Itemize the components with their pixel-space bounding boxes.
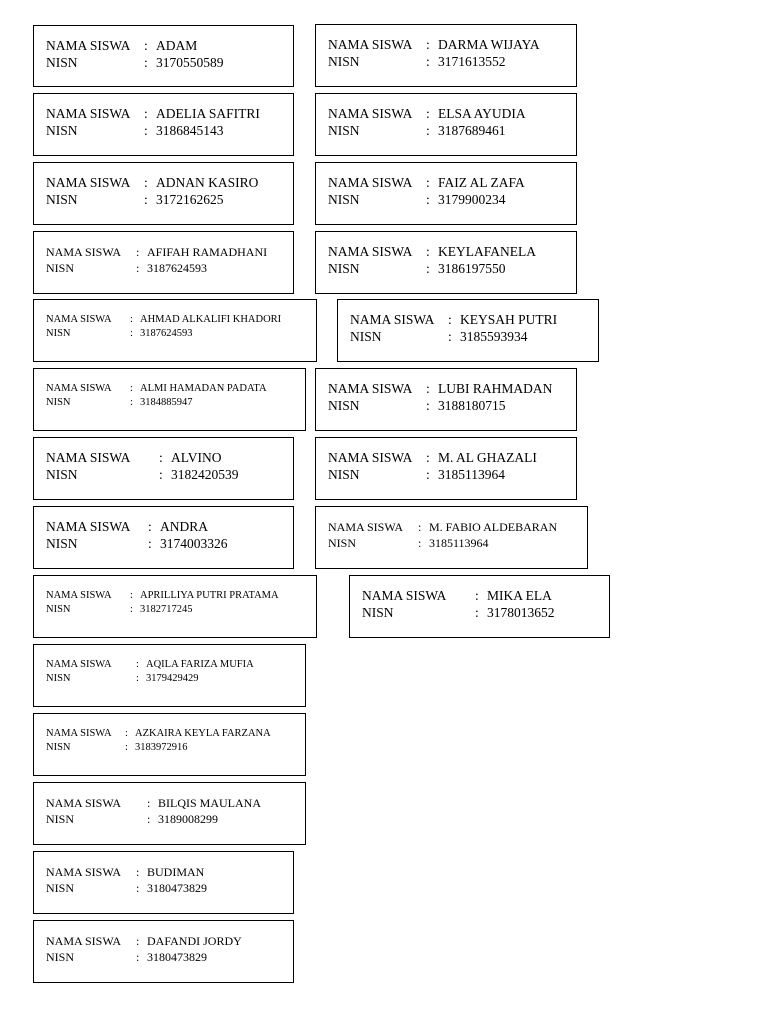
nisn-value: 3185593934 bbox=[460, 329, 528, 344]
student-card bbox=[315, 506, 588, 569]
separator-colon: : bbox=[144, 38, 148, 53]
student-name-value: KEYSAH PUTRI bbox=[460, 312, 558, 327]
nisn-label: NISN bbox=[46, 328, 71, 339]
student-name-value: AQILA FARIZA MUFIA bbox=[146, 659, 254, 670]
student-name-value: BUDIMAN bbox=[147, 865, 205, 879]
nisn-label: NISN bbox=[46, 604, 71, 615]
nisn-value: 3179429429 bbox=[146, 673, 199, 684]
student-name-label: NAMA SISWA bbox=[328, 450, 413, 465]
student-card bbox=[33, 368, 306, 431]
student-card bbox=[315, 162, 577, 225]
student-card bbox=[349, 575, 610, 638]
nisn-label: NISN bbox=[328, 536, 357, 550]
nisn-value: 3186197550 bbox=[438, 261, 506, 276]
nisn-label: NISN bbox=[46, 397, 71, 408]
nisn-value: 3170550589 bbox=[156, 55, 224, 70]
student-name-label: NAMA SISWA bbox=[328, 520, 404, 534]
student-name-value: MIKA ELA bbox=[487, 588, 552, 603]
separator-colon: : bbox=[418, 536, 422, 550]
nisn-value: 3184885947 bbox=[140, 397, 193, 408]
student-name-label: NAMA SISWA bbox=[46, 865, 122, 879]
nisn-label: NISN bbox=[46, 742, 71, 753]
student-name-value: M. AL GHAZALI bbox=[438, 450, 537, 465]
student-card bbox=[33, 231, 294, 294]
student-name-label: NAMA SISWA bbox=[46, 383, 112, 394]
separator-colon: : bbox=[448, 329, 452, 344]
student-name-value: ANDRA bbox=[160, 519, 209, 534]
separator-colon: : bbox=[125, 728, 128, 739]
separator-colon: : bbox=[130, 314, 133, 325]
nisn-label: NISN bbox=[46, 673, 71, 684]
nisn-value: 3174003326 bbox=[160, 536, 228, 551]
nisn-label: NISN bbox=[46, 881, 75, 895]
separator-colon: : bbox=[130, 383, 133, 394]
separator-colon: : bbox=[426, 261, 430, 276]
nisn-label: NISN bbox=[46, 467, 78, 482]
separator-colon: : bbox=[130, 604, 133, 615]
separator-colon: : bbox=[147, 796, 151, 810]
student-name-value: ALVINO bbox=[171, 450, 222, 465]
nisn-value: 3178013652 bbox=[487, 605, 555, 620]
nisn-value: 3183972916 bbox=[135, 742, 188, 753]
student-name-label: NAMA SISWA bbox=[46, 38, 131, 53]
separator-colon: : bbox=[426, 381, 430, 396]
student-name-label: NAMA SISWA bbox=[46, 450, 131, 465]
student-card bbox=[315, 24, 577, 87]
nisn-value: 3187689461 bbox=[438, 123, 506, 138]
student-card bbox=[33, 920, 294, 983]
student-name-label: NAMA SISWA bbox=[328, 175, 413, 190]
nisn-value: 3187624593 bbox=[140, 328, 193, 339]
student-name-value: LUBI RAHMADAN bbox=[438, 381, 553, 396]
student-card bbox=[33, 851, 294, 914]
nisn-value: 3180473829 bbox=[147, 881, 207, 895]
student-name-label: NAMA SISWA bbox=[328, 37, 413, 52]
student-card bbox=[315, 93, 577, 156]
nisn-value: 3172162625 bbox=[156, 192, 224, 207]
nisn-label: NISN bbox=[46, 123, 78, 138]
student-name-value: ELSA AYUDIA bbox=[438, 106, 526, 121]
nisn-label: NISN bbox=[328, 467, 360, 482]
nisn-value: 3189008299 bbox=[158, 812, 218, 826]
student-card bbox=[33, 299, 317, 362]
nisn-value: 3186845143 bbox=[156, 123, 224, 138]
separator-colon: : bbox=[136, 865, 140, 879]
nisn-label: NISN bbox=[328, 192, 360, 207]
student-name-label: NAMA SISWA bbox=[328, 381, 413, 396]
separator-colon: : bbox=[136, 950, 140, 964]
student-name-value: KEYLAFANELA bbox=[438, 244, 536, 259]
student-name-label: NAMA SISWA bbox=[46, 659, 112, 670]
separator-colon: : bbox=[136, 659, 139, 670]
nisn-value: 3182717245 bbox=[140, 604, 193, 615]
student-name-value: AZKAIRA KEYLA FARZANA bbox=[135, 728, 271, 739]
student-card bbox=[33, 782, 306, 845]
nisn-label: NISN bbox=[350, 329, 382, 344]
student-card bbox=[337, 299, 599, 362]
nisn-value: 3187624593 bbox=[147, 261, 207, 275]
separator-colon: : bbox=[426, 37, 430, 52]
nisn-value: 3179900234 bbox=[438, 192, 506, 207]
nisn-value: 3180473829 bbox=[147, 950, 207, 964]
separator-colon: : bbox=[426, 123, 430, 138]
nisn-label: NISN bbox=[46, 812, 75, 826]
nisn-label: NISN bbox=[328, 54, 360, 69]
student-card bbox=[33, 644, 306, 707]
separator-colon: : bbox=[159, 450, 163, 465]
student-name-label: NAMA SISWA bbox=[46, 728, 112, 739]
student-name-label: NAMA SISWA bbox=[328, 244, 413, 259]
student-name-value: ADELIA SAFITRI bbox=[156, 106, 260, 121]
nisn-value: 3185113964 bbox=[438, 467, 505, 482]
student-name-label: NAMA SISWA bbox=[46, 590, 112, 601]
nisn-label: NISN bbox=[328, 261, 360, 276]
student-card bbox=[33, 575, 317, 638]
student-name-value: FAIZ AL ZAFA bbox=[438, 175, 525, 190]
student-card bbox=[33, 713, 306, 776]
student-card bbox=[33, 437, 294, 500]
student-name-value: BILQIS MAULANA bbox=[158, 796, 261, 810]
student-name-label: NAMA SISWA bbox=[46, 245, 122, 259]
separator-colon: : bbox=[136, 934, 140, 948]
student-name-value: DARMA WIJAYA bbox=[438, 37, 540, 52]
separator-colon: : bbox=[426, 54, 430, 69]
separator-colon: : bbox=[144, 106, 148, 121]
student-name-label: NAMA SISWA bbox=[46, 106, 131, 121]
nisn-label: NISN bbox=[46, 261, 75, 275]
separator-colon: : bbox=[426, 175, 430, 190]
student-name-label: NAMA SISWA bbox=[46, 175, 131, 190]
separator-colon: : bbox=[144, 55, 148, 70]
student-name-label: NAMA SISWA bbox=[350, 312, 435, 327]
separator-colon: : bbox=[159, 467, 163, 482]
separator-colon: : bbox=[475, 588, 479, 603]
separator-colon: : bbox=[130, 328, 133, 339]
nisn-value: 3171613552 bbox=[438, 54, 506, 69]
separator-colon: : bbox=[426, 450, 430, 465]
nisn-value: 3182420539 bbox=[171, 467, 239, 482]
nisn-value: 3185113964 bbox=[429, 536, 489, 550]
student-name-value: APRILLIYA PUTRI PRATAMA bbox=[140, 590, 279, 601]
student-name-label: NAMA SISWA bbox=[362, 588, 447, 603]
separator-colon: : bbox=[475, 605, 479, 620]
student-card bbox=[315, 231, 577, 294]
nisn-label: NISN bbox=[46, 950, 75, 964]
nisn-label: NISN bbox=[46, 192, 78, 207]
student-name-label: NAMA SISWA bbox=[46, 934, 122, 948]
separator-colon: : bbox=[125, 742, 128, 753]
separator-colon: : bbox=[144, 123, 148, 138]
student-name-value: AFIFAH RAMADHANI bbox=[147, 245, 268, 259]
nisn-label: NISN bbox=[46, 55, 78, 70]
student-name-value: AHMAD ALKALIFI KHADORI bbox=[140, 314, 282, 325]
student-card bbox=[33, 25, 294, 87]
separator-colon: : bbox=[426, 192, 430, 207]
separator-colon: : bbox=[144, 192, 148, 207]
student-card bbox=[33, 93, 294, 156]
student-card bbox=[315, 437, 577, 500]
student-card bbox=[315, 368, 577, 431]
student-name-value: ADAM bbox=[156, 38, 198, 53]
nisn-label: NISN bbox=[46, 536, 78, 551]
nisn-label: NISN bbox=[328, 123, 360, 138]
separator-colon: : bbox=[448, 312, 452, 327]
separator-colon: : bbox=[426, 467, 430, 482]
nisn-value: 3188180715 bbox=[438, 398, 506, 413]
student-name-label: NAMA SISWA bbox=[46, 314, 112, 325]
student-name-label: NAMA SISWA bbox=[46, 796, 122, 810]
separator-colon: : bbox=[136, 261, 140, 275]
separator-colon: : bbox=[426, 244, 430, 259]
separator-colon: : bbox=[148, 536, 152, 551]
separator-colon: : bbox=[136, 245, 140, 259]
separator-colon: : bbox=[426, 106, 430, 121]
separator-colon: : bbox=[130, 397, 133, 408]
separator-colon: : bbox=[130, 590, 133, 601]
student-name-value: DAFANDI JORDY bbox=[147, 934, 242, 948]
nisn-label: NISN bbox=[362, 605, 394, 620]
nisn-label: NISN bbox=[328, 398, 360, 413]
student-name-value: M. FABIO ALDEBARAN bbox=[429, 520, 558, 534]
separator-colon: : bbox=[418, 520, 422, 534]
separator-colon: : bbox=[136, 881, 140, 895]
separator-colon: : bbox=[144, 175, 148, 190]
student-card bbox=[33, 162, 294, 225]
student-name-label: NAMA SISWA bbox=[328, 106, 413, 121]
separator-colon: : bbox=[148, 519, 152, 534]
student-name-label: NAMA SISWA bbox=[46, 519, 131, 534]
student-card bbox=[33, 506, 294, 569]
separator-colon: : bbox=[136, 673, 139, 684]
student-name-value: ALMI HAMADAN PADATA bbox=[140, 383, 267, 394]
separator-colon: : bbox=[147, 812, 151, 826]
separator-colon: : bbox=[426, 398, 430, 413]
student-name-value: ADNAN KASIRO bbox=[156, 175, 259, 190]
